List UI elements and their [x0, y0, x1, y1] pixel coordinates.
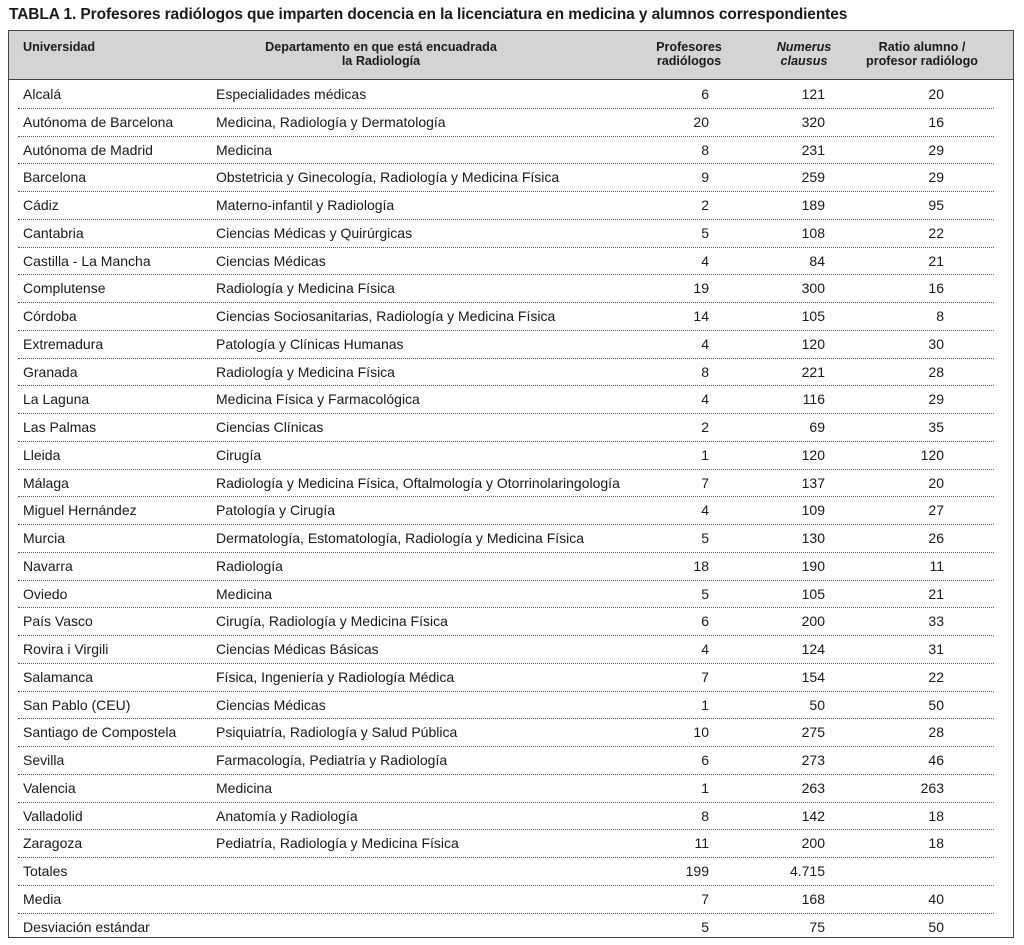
cell-profesores: 8 — [701, 141, 709, 158]
header-profesores-line1: Profesores — [656, 40, 722, 54]
cell-profesores: 7 — [701, 890, 709, 907]
cell-profesores: 5 — [701, 224, 709, 241]
cell-numerus: 124 — [801, 641, 825, 657]
cell-ratio: 30 — [928, 335, 944, 352]
data-table — [8, 30, 1014, 938]
cell-ratio: 50 — [928, 696, 944, 713]
cell-departamento: Pediatría, Radiología y Medicina Física — [216, 835, 459, 852]
table-row — [18, 136, 994, 165]
cell-departamento: Ciencias Clínicas — [216, 419, 324, 435]
header-ratio-line1: Ratio alumno / — [878, 40, 966, 54]
cell-departamento: Medicina — [216, 585, 273, 602]
cell-universidad: Zaragoza — [23, 835, 83, 852]
cell-numerus: 137 — [801, 474, 825, 491]
table-row — [18, 607, 994, 636]
cell-profesores: 1 — [701, 446, 709, 463]
cell-numerus: 300 — [801, 280, 825, 297]
table-row — [18, 247, 994, 276]
table-row — [18, 663, 994, 692]
cell-universidad: Córdoba — [23, 308, 77, 324]
table-row — [18, 774, 994, 803]
cell-universidad: Extremadura — [23, 335, 104, 352]
cell-numerus: 50 — [809, 696, 825, 713]
cell-departamento: Farmacología, Pediatría y Radiología — [216, 752, 448, 768]
cell-departamento: Ciencias Sociosanitarias, Radiología y Medicina Física — [216, 308, 556, 324]
header-universidad: Universidad — [23, 40, 96, 54]
cell-ratio: 28 — [928, 724, 944, 741]
table-title: TABLA 1. Profesores radiólogos que imparten docencia en la licenciatura en medicina y alumnos correspondientes — [9, 6, 848, 23]
cell-profesores: 6 — [701, 613, 709, 630]
cell-profesores: 2 — [701, 419, 709, 435]
table-row — [18, 718, 994, 747]
table-row — [18, 469, 994, 498]
cell-numerus: 200 — [801, 835, 825, 852]
cell-universidad: Oviedo — [23, 585, 68, 602]
cell-universidad: Rovira i Virgili — [23, 641, 109, 657]
table-row — [18, 580, 994, 609]
cell-departamento: Cirugía — [216, 446, 262, 463]
cell-departamento: Medicina, Radiología y Dermatología — [216, 113, 446, 130]
table-row — [18, 358, 994, 387]
table-row — [18, 385, 994, 414]
cell-universidad: Cádiz — [23, 197, 59, 213]
cell-numerus: 4.715 — [789, 863, 825, 879]
table-header — [9, 31, 1013, 80]
table-row — [18, 524, 994, 553]
cell-departamento: Medicina — [216, 141, 273, 158]
cell-profesores: 4 — [701, 641, 709, 657]
cell-universidad: Santiago de Compostela — [23, 724, 177, 741]
cell-profesores: 11 — [694, 835, 709, 852]
cell-profesores: 18 — [693, 557, 709, 574]
table-row — [18, 746, 994, 775]
cell-departamento: Ciencias Médicas — [216, 696, 326, 713]
table-row — [18, 441, 994, 470]
cell-profesores: 5 — [701, 918, 709, 935]
cell-departamento: Medicina Física y Farmacológica — [216, 391, 420, 408]
table-row — [18, 635, 994, 664]
cell-numerus: 190 — [801, 557, 825, 574]
cell-numerus: 142 — [801, 807, 825, 824]
cell-profesores: 4 — [701, 335, 709, 352]
cell-ratio: 29 — [928, 141, 944, 158]
cell-departamento: Dermatología, Estomatología, Radiología y Medicina Física — [216, 530, 585, 546]
cell-departamento: Radiología y Medicina Física — [216, 280, 395, 297]
cell-numerus: 273 — [801, 752, 825, 768]
cell-numerus: 168 — [801, 890, 825, 907]
cell-universidad: Miguel Hernández — [23, 502, 137, 519]
cell-ratio: 21 — [928, 585, 944, 602]
cell-universidad: Media — [23, 890, 62, 907]
cell-profesores: 5 — [701, 585, 709, 602]
cell-numerus: 105 — [801, 585, 825, 602]
cell-universidad: Lleida — [23, 446, 61, 463]
cell-universidad: Autónoma de Madrid — [23, 141, 153, 158]
cell-universidad: Navarra — [23, 557, 73, 574]
table-row — [18, 80, 994, 109]
cell-profesores: 1 — [701, 779, 709, 796]
table-row — [18, 857, 994, 886]
cell-numerus: 116 — [802, 391, 825, 408]
cell-departamento: Ciencias Médicas Básicas — [216, 641, 379, 657]
table-row — [18, 163, 994, 192]
cell-profesores: 4 — [701, 391, 709, 408]
cell-numerus: 200 — [801, 613, 825, 630]
header-ratio-line2: profesor radiólogo — [866, 54, 978, 68]
header-profesores-line2: radiólogos — [656, 54, 722, 68]
cell-departamento: Cirugía, Radiología y Medicina Física — [216, 613, 448, 630]
cell-ratio: 28 — [928, 363, 944, 380]
cell-universidad: Cantabria — [23, 224, 84, 241]
cell-profesores: 10 — [693, 724, 709, 741]
header-profesores — [639, 40, 739, 68]
cell-universidad: Autónoma de Barcelona — [23, 113, 174, 130]
cell-ratio: 29 — [928, 391, 944, 408]
cell-departamento: Anatomía y Radiología — [216, 807, 358, 824]
cell-profesores: 20 — [693, 113, 709, 130]
cell-ratio: 29 — [928, 169, 944, 186]
cell-departamento: Medicina — [216, 779, 273, 796]
cell-departamento: Obstetricia y Ginecología, Radiología y Medicina Física — [216, 169, 560, 186]
cell-ratio: 40 — [928, 890, 944, 907]
table-row — [18, 552, 994, 581]
header-numerus-clausus — [754, 40, 854, 68]
cell-universidad: Málaga — [23, 474, 69, 491]
cell-departamento: Patología y Cirugía — [216, 502, 336, 519]
header-departamento-line1: Departamento en que está encuadrada — [265, 40, 497, 54]
cell-profesores: 9 — [701, 169, 709, 186]
table-row — [18, 330, 994, 359]
cell-universidad: Barcelona — [23, 169, 87, 186]
cell-departamento: Ciencias Médicas y Quirúrgicas — [216, 224, 413, 241]
cell-universidad: Castilla - La Mancha — [23, 252, 151, 269]
cell-universidad: Totales — [23, 863, 68, 879]
cell-profesores: 14 — [693, 308, 709, 324]
cell-ratio: 8 — [936, 308, 944, 324]
cell-departamento: Radiología y Medicina Física, Oftalmología y Otorrinolaringología — [216, 474, 620, 491]
header-numerus-line1: Numerus — [776, 40, 832, 54]
cell-departamento: Psiquiatría, Radiología y Salud Pública — [216, 724, 458, 741]
cell-universidad: Las Palmas — [23, 419, 97, 435]
header-departamento-line2: la Radiología — [341, 54, 421, 68]
cell-universidad: Salamanca — [23, 668, 94, 685]
table-row — [18, 691, 994, 720]
cell-ratio: 31 — [928, 641, 944, 657]
table-row — [18, 802, 994, 831]
cell-departamento: Ciencias Médicas — [216, 252, 326, 269]
cell-ratio: 263 — [920, 779, 944, 796]
cell-numerus: 221 — [801, 363, 825, 380]
cell-universidad: Complutense — [23, 280, 106, 297]
cell-departamento: Materno-infantil y Radiología — [216, 197, 395, 213]
cell-universidad: Sevilla — [23, 752, 65, 768]
cell-numerus: 69 — [809, 419, 825, 435]
table-row — [18, 191, 994, 220]
cell-numerus: 189 — [801, 197, 825, 213]
table-row — [18, 219, 994, 248]
cell-ratio: 20 — [928, 474, 944, 491]
cell-universidad: Valencia — [23, 779, 76, 796]
cell-profesores: 8 — [701, 363, 709, 380]
table-row — [18, 302, 994, 331]
table-row — [18, 885, 994, 914]
cell-numerus: 130 — [801, 530, 825, 546]
cell-profesores: 4 — [701, 252, 709, 269]
cell-profesores: 6 — [701, 86, 709, 102]
cell-ratio: 18 — [928, 807, 944, 824]
cell-numerus: 320 — [801, 113, 825, 130]
cell-numerus: 120 — [801, 446, 825, 463]
cell-ratio: 26 — [928, 530, 944, 546]
cell-universidad: San Pablo (CEU) — [23, 696, 131, 713]
cell-ratio: 22 — [928, 668, 944, 685]
cell-profesores: 2 — [701, 197, 709, 213]
cell-ratio: 11 — [929, 557, 944, 574]
cell-departamento: Radiología y Medicina Física — [216, 363, 395, 380]
table-row — [18, 913, 994, 941]
table-row — [18, 274, 994, 303]
cell-ratio: 120 — [920, 446, 944, 463]
cell-numerus: 231 — [801, 141, 825, 158]
header-ratio — [847, 40, 997, 68]
cell-ratio: 27 — [928, 502, 944, 519]
table-row — [18, 108, 994, 137]
cell-departamento: Especialidades médicas — [216, 86, 367, 102]
cell-numerus: 259 — [801, 169, 825, 186]
cell-ratio: 22 — [928, 224, 944, 241]
cell-profesores: 7 — [701, 474, 709, 491]
cell-ratio: 35 — [928, 419, 944, 435]
cell-universidad: La Laguna — [23, 391, 90, 408]
cell-profesores: 5 — [701, 530, 709, 546]
cell-profesores: 4 — [701, 502, 709, 519]
cell-ratio: 16 — [928, 113, 944, 130]
cell-profesores: 19 — [693, 280, 709, 297]
cell-numerus: 121 — [801, 86, 825, 102]
table-row — [18, 496, 994, 525]
cell-ratio: 18 — [928, 835, 944, 852]
cell-profesores: 199 — [685, 863, 709, 879]
cell-numerus: 75 — [809, 918, 825, 935]
cell-numerus: 84 — [809, 252, 825, 269]
cell-universidad: Desviación estándar — [23, 918, 150, 935]
cell-ratio: 16 — [928, 280, 944, 297]
table-row — [18, 829, 994, 858]
cell-numerus: 108 — [801, 224, 825, 241]
cell-departamento: Física, Ingeniería y Radiología Médica — [216, 668, 455, 685]
cell-numerus: 109 — [801, 502, 825, 519]
cell-numerus: 120 — [801, 335, 825, 352]
cell-profesores: 6 — [701, 752, 709, 768]
cell-ratio: 95 — [928, 197, 944, 213]
header-numerus-line2: clausus — [780, 54, 828, 68]
cell-departamento: Radiología — [216, 557, 283, 574]
cell-universidad: Granada — [23, 363, 78, 380]
cell-numerus: 263 — [801, 779, 825, 796]
cell-universidad: País Vasco — [23, 613, 93, 630]
cell-ratio: 33 — [928, 613, 944, 630]
cell-ratio: 21 — [928, 252, 944, 269]
cell-universidad: Alcalá — [23, 86, 62, 102]
cell-numerus: 154 — [801, 668, 825, 685]
cell-profesores: 1 — [701, 696, 709, 713]
cell-numerus: 275 — [801, 724, 825, 741]
table-row — [18, 413, 994, 442]
cell-ratio: 20 — [928, 86, 944, 102]
cell-ratio: 50 — [928, 918, 944, 935]
cell-numerus: 105 — [801, 308, 825, 324]
header-departamento — [241, 40, 521, 68]
cell-profesores: 8 — [701, 807, 709, 824]
cell-profesores: 7 — [701, 668, 709, 685]
cell-universidad: Valladolid — [23, 807, 83, 824]
cell-departamento: Patología y Clínicas Humanas — [216, 335, 404, 352]
cell-ratio: 46 — [928, 752, 944, 768]
cell-universidad: Murcia — [23, 530, 66, 546]
